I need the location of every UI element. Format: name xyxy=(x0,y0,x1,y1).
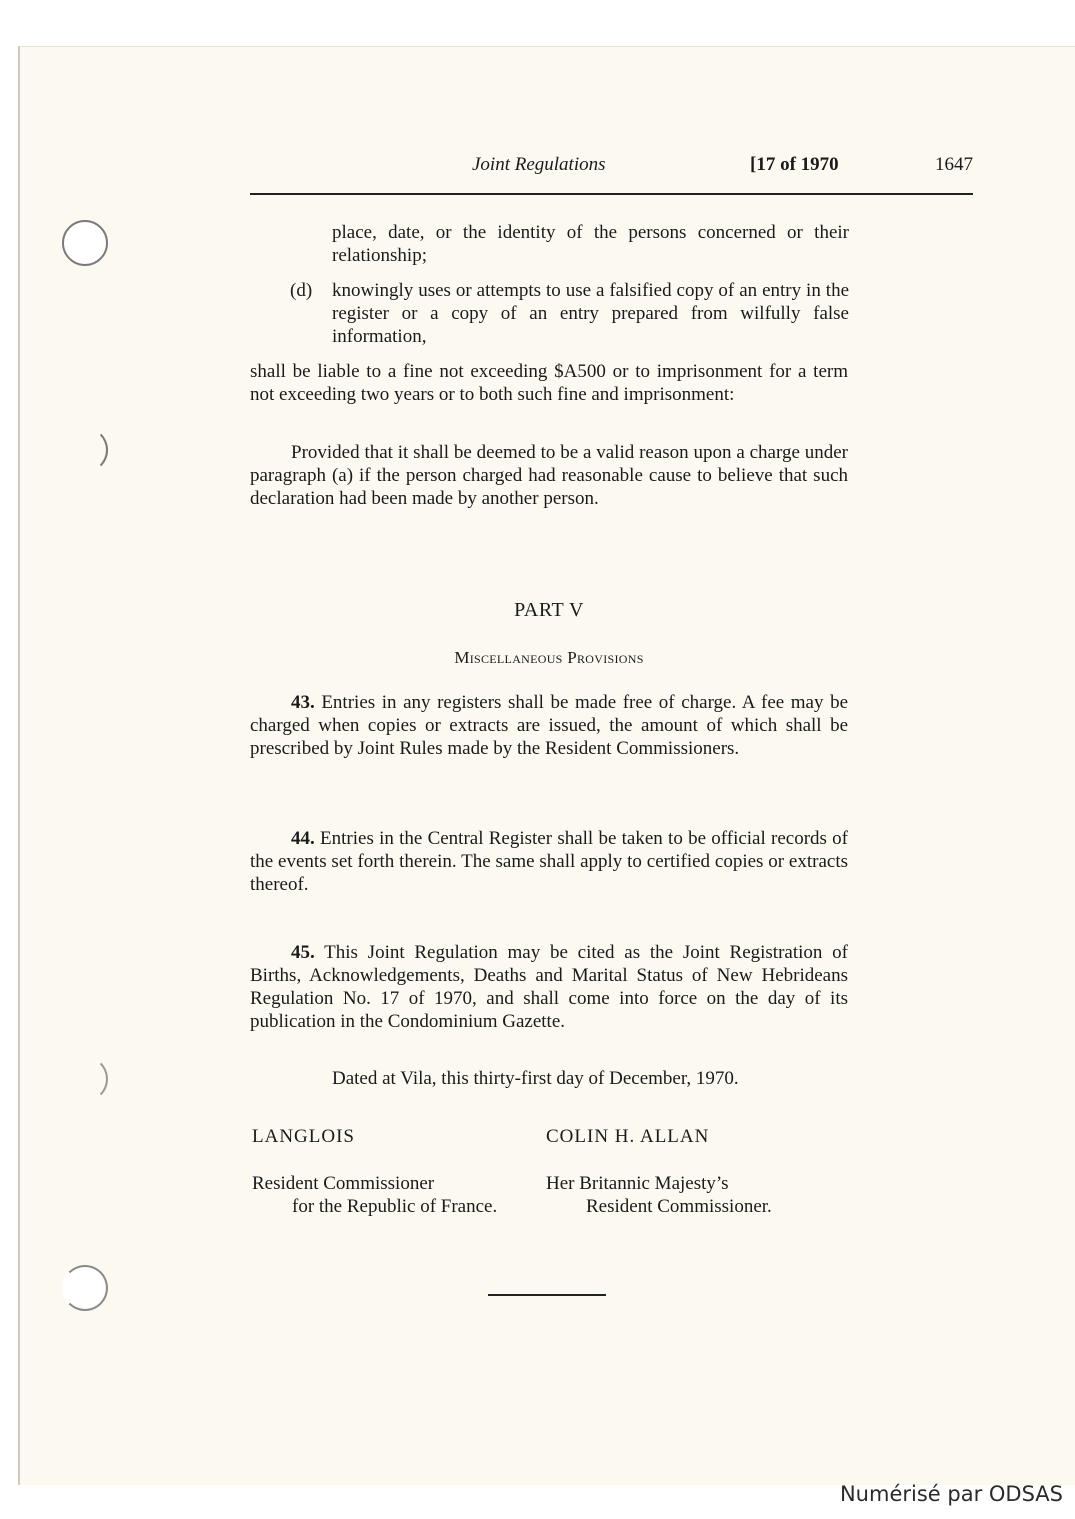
dated-line: Dated at Vila, this thirty-first day of December, 1970. xyxy=(332,1068,739,1089)
paragraph-label: (d) xyxy=(290,280,313,301)
signatory-right-title-2: Resident Commissioner. xyxy=(586,1196,772,1217)
section-44 xyxy=(250,827,848,896)
end-rule xyxy=(488,1294,606,1296)
signatory-right-title-1: Her Britannic Majesty’s xyxy=(546,1173,729,1194)
scan-credit: Numérisé par ODSAS xyxy=(839,1482,1063,1506)
page-number: 1647 xyxy=(935,154,973,175)
punch-hole xyxy=(62,1265,108,1311)
section-text: Entries in the Central Register shall be taken to be official records of the events set forth therein. The same shall apply to certified copies or extracts thereof. xyxy=(250,828,849,895)
signatory-right-name: COLIN H. ALLAN xyxy=(546,1126,710,1147)
running-title: Joint Regulations xyxy=(472,154,606,175)
punch-hole xyxy=(62,427,108,473)
punch-hole xyxy=(62,220,108,266)
part-subtitle: Miscellaneous Provisions xyxy=(454,648,644,667)
part-title: PART V xyxy=(514,599,584,621)
section-43 xyxy=(250,691,848,760)
section-number: 44. xyxy=(291,828,315,849)
punch-hole xyxy=(62,1056,108,1102)
signatory-left-name: LANGLOIS xyxy=(252,1126,355,1147)
signatory-left-title-1: Resident Commissioner xyxy=(252,1173,435,1194)
penalty-clause: shall be liable to a fine not exceeding $A500 or to imprisonment for a term not exceeding two years or to both such fine and imprisonment: xyxy=(250,361,848,405)
header-rule xyxy=(250,193,973,195)
section-45 xyxy=(250,941,848,1033)
proviso-clause: Provided that it shall be deemed to be a valid reason upon a charge under paragraph (a) if the person charged had reasonable cause to believe that such declaration had been made by another person. xyxy=(250,442,848,509)
regulation-reference: [17 of 1970 xyxy=(750,154,839,175)
section-number: 45. xyxy=(291,942,315,963)
section-text: Entries in any registers shall be made free of charge. A fee may be charged when copies or extracts are issued, the amount of which shall be prescribed by Joint Rules made by the Resident Commissioners. xyxy=(250,692,849,759)
paragraph-body: knowingly uses or attempts to use a falsified copy of an entry in the register or a copy of an entry prepared from wilfully false information, xyxy=(332,280,849,347)
section-text: This Joint Regulation may be cited as the Joint Registration of Births, Acknowledgements, Deaths and Marital Status of New Hebrideans Regulation No. 17 of 1970, and shall come into force on the day of its publication in the Condominium Gazette. xyxy=(250,942,848,1032)
page-header xyxy=(250,154,973,182)
section-number: 43. xyxy=(291,692,315,713)
continuation-text: place, date, or the identity of the persons concerned or their relationship; xyxy=(332,222,849,266)
signatory-left-title-2: for the Republic of France. xyxy=(292,1196,498,1217)
